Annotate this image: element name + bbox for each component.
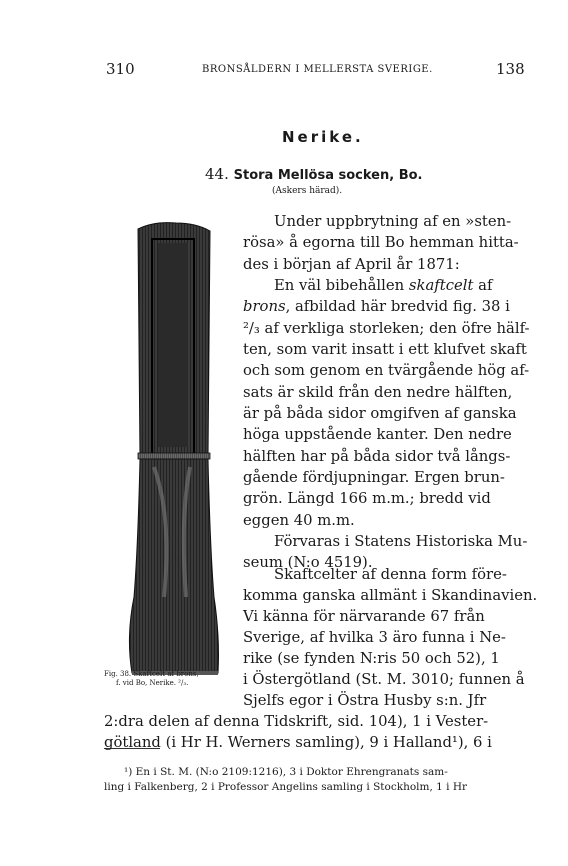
body-line: Vi känna för närvarande 67 från (243, 608, 485, 625)
page-number-left: 310 (106, 60, 135, 78)
body-line: Skaftcelter af denna form före- (274, 566, 507, 583)
caption-line-2: f. vid Bo, Nerike. ²/₃. (116, 679, 189, 687)
body-line: hälften har på båda sidor två långs- (243, 448, 511, 465)
body-line: rösa» å egorna till Bo hemman hitta- (243, 234, 519, 251)
caption-line-1: Fig. 38. Skaftcelt af brons, (104, 670, 199, 678)
body-line: des i början af April år 1871: (243, 256, 460, 273)
celt-illustration (124, 217, 222, 685)
body-line: Förvaras i Statens Historiska Mu- (274, 533, 528, 550)
body-line: 2:dra delen af denna Tidskrift, sid. 104), 1 i Vester- (104, 713, 489, 730)
running-title: BRONSÅLDERN I MELLERSTA SVERIGE. (202, 64, 433, 75)
body-line: och som genom en tvärgående hög af- (243, 362, 530, 379)
figure-caption (104, 670, 199, 688)
body-line: höga uppstående kanter. Den nedre (243, 426, 512, 443)
entry-number: 44. (205, 165, 229, 183)
body-line: seum (N:o 4519). (243, 554, 373, 571)
body-line: götland (i Hr H. Werners samling), 9 i Halland¹), 6 i (104, 734, 492, 751)
body-line: i Östergötland (St. M. 3010; funnen å (243, 671, 525, 688)
body-line: En väl bibehållen skaftcelt af (274, 277, 493, 294)
body-line: ²/₃ af verkliga storleken; den öfre hälf- (243, 320, 530, 337)
body-line: Sverige, af hvilka 3 äro funna i Ne- (243, 629, 506, 646)
entry-subtitle: (Askers härad). (272, 186, 343, 196)
footnote-line-1: ¹) En i St. M. (N:o 2109:1216), 3 i Doktor Ehrengranats sam- (124, 766, 448, 778)
body-line: komma ganska allmänt i Skandinavien. (243, 587, 538, 604)
body-line: rike (se fynden N:ris 50 och 52), 1 (243, 650, 500, 667)
body-line: sats är skild från den nedre hälften, (243, 384, 513, 401)
entry-title (205, 165, 422, 183)
body-line: gående fördjupningar. Ergen brun- (243, 469, 505, 486)
page-number-right: 138 (496, 60, 525, 78)
entry-name: Stora Mellösa socken, Bo. (233, 168, 423, 183)
body-line: Under uppbrytning af en »sten- (274, 213, 512, 230)
footnote-line-2: ling i Falkenberg, 2 i Professor Angelins samling i Stockholm, 1 i Hr (104, 781, 468, 793)
body-line: ten, som varit insatt i ett klufvet skaft (243, 341, 527, 358)
body-line: brons, afbildad här bredvid fig. 38 i (243, 298, 510, 315)
body-line: grön. Längd 166 m.m.; bredd vid (243, 490, 491, 507)
section-title: Nerike. (282, 128, 364, 146)
body-line: är på båda sidor omgifven af ganska (243, 405, 517, 422)
body-line: Sjelfs egor i Östra Husby s:n. Jfr (243, 692, 487, 709)
body-line: eggen 40 m.m. (243, 512, 355, 529)
